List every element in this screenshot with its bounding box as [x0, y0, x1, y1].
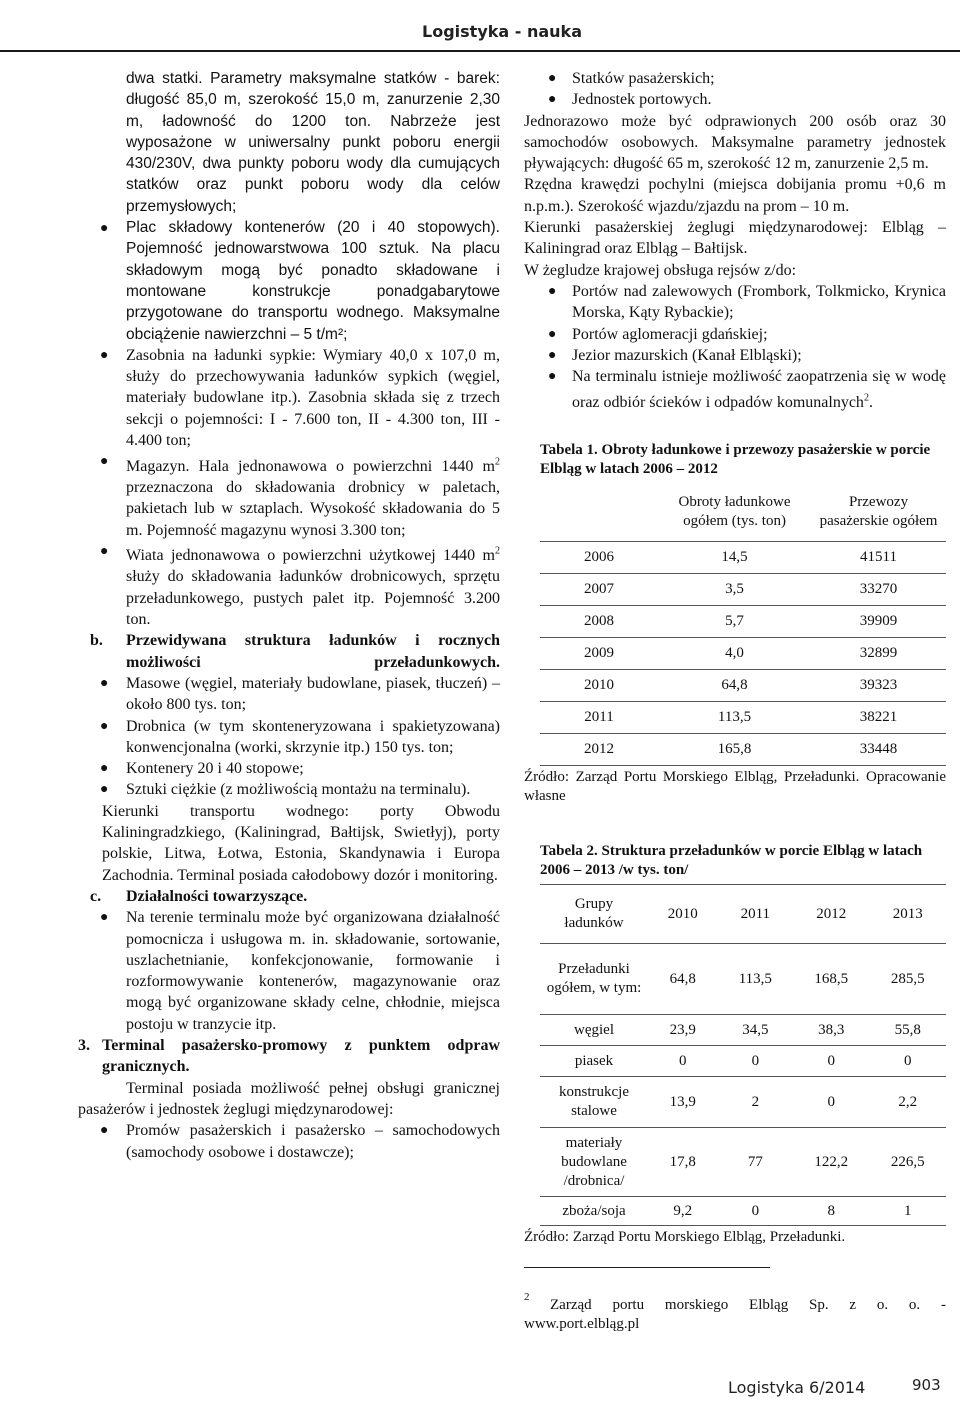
table-row: 2006 14,5 41511	[540, 542, 946, 574]
bullet-text: Drobnica (w tym skonteneryzowana i spakietyzowana) konwencjonalna (worki, skrzynie itp.) 150 tys. ton;	[126, 717, 500, 756]
table-row: piasek 0 0 0 0	[540, 1046, 946, 1077]
table-row: 2007 3,5 33270	[540, 574, 946, 606]
table1-header-cell: Przewozy pasażerskie ogółem	[819, 494, 938, 530]
right-column	[524, 68, 946, 1334]
footnote-url[interactable]: www.port.elbląg.pl	[524, 1316, 640, 1333]
bullet-supply	[524, 366, 946, 413]
bullet-icon: ●	[100, 718, 109, 734]
domestic-paragraph: W żegludze krajowej obsługa rejsów z/do:	[524, 261, 797, 279]
bullet-bulk-cargo	[78, 673, 500, 716]
capacity-paragraph: Jednorazowo może być odprawionych 200 osób oraz 30 samochodów osobowych. Maksymalne parametry jednostek pływających: długość 65 m, szerokość 12 m, zanurzenie 2,5 m.	[524, 112, 946, 173]
table-row: materiały budowlane /drobnica/ 17,8 77 122,2 226,5	[540, 1128, 946, 1197]
table1-header-row	[540, 483, 946, 542]
bullet-text: Magazyn. Hala jednonawowa o powierzchni 1440 $m^2$ przeznaczona do składowania drobnicy w paletach, pakietach lub w sztaplach. Wysokość składowania do 5 m. Pojemność magazynu wynosi 3.300 ton;	[126, 456, 500, 539]
table1-header-empty	[540, 483, 658, 542]
bullet-icon: ●	[100, 543, 109, 559]
bullet-icon: ●	[100, 910, 109, 926]
intro-paragraph: dwa statki. Parametry maksymalne statków - barek: długość 85,0 m, szerokość 15,0 m, zanurzenie 2,30 m, ładowność do 1200 ton. Nabrzeże jest wyposażone w uniwersalny punkt poboru energii 430/230V, dwa punkty poboru wody dla cumujących statków oraz punkt poboru wody dla celów przemysłowych;	[126, 70, 500, 215]
bullet-warehouse	[78, 451, 500, 541]
bullet-icon: ●	[548, 369, 557, 385]
table1	[540, 483, 946, 766]
bullet-icon: ●	[548, 326, 557, 342]
bullet-port-units	[524, 89, 946, 110]
table1-caption: Tabela 1. Obroty ładunkowe i przewozy pasażerskie w porcie Elbląg w latach 2006 – 2012	[540, 442, 931, 478]
bullet-container-yard	[78, 217, 500, 345]
bullet-text: Portów nad zalewowych (Frombork, Tolkmicko, Krynica Morska, Kąty Rybackie);	[572, 282, 946, 322]
bullet-icon: ●	[548, 92, 557, 108]
bullet-text: Na terminalu istnieje możliwość zaopatrzenia się w wodę oraz odbiór ścieków i odpadów komunalnych$^2$.	[572, 368, 946, 411]
table-row: węgiel 23,9 34,5 38,3 55,8	[540, 1015, 946, 1046]
bullet-text: Jezior mazurskich (Kanał Elbląski);	[572, 346, 802, 364]
left-column	[78, 68, 500, 1163]
bullet-icon: ●	[100, 782, 109, 798]
routes-paragraph: Kierunki pasażerskiej żeglugi międzynarodowej: Elbląg – Kaliningrad oraz Elbląg – Bałtijsk.	[524, 219, 946, 258]
table-row: konstrukcje stalowe 13,9 2 0 2,2	[540, 1077, 946, 1128]
bullet-text: Na terenie terminalu może być organizowana działalność pomocnicza i usługowa m. in. składowanie, sortowanie, uszlachetnianie, konfekcjonowanie, formowanie i rozformowywanie kontenerów, magazynowanie oraz mogą być organizowane składy celne, chłodnie, miejsca postoju w tranzycie itp.	[126, 909, 500, 1033]
table1-source: Źródło: Zarząd Portu Morskiego Elbląg, Przeładunki. Opracowanie własne	[524, 769, 946, 805]
table-row: zboża/soja 9,2 0 8 1	[540, 1197, 946, 1226]
table-row: 2009 4,0 32899	[540, 638, 946, 670]
bullet-auxiliary	[78, 907, 500, 1035]
footnote-rule	[524, 1267, 770, 1268]
table-row: 2012 165,8 33448	[540, 734, 946, 766]
bullet-lagoon-ports	[524, 281, 946, 324]
section-heading-b: b. Przewidywana struktura ładunków i rocznych możliwości przeładunkowych.	[90, 632, 500, 671]
bullet-text: Sztuki ciężkie (z możliwością montażu na terminalu).	[126, 781, 471, 799]
footnote	[524, 1291, 946, 1334]
directions-paragraph: Kierunki transportu wodnego: porty Obwodu Kaliningradzkiego, (Kaliningrad, Bałtijsk, Swietłyj), porty polskie, Litwa, Łotwa, Estonia, Skandynawia i Europa Zachodnia. Terminal posiada całodobowy dozór i monitoring.	[102, 802, 500, 884]
bullet-icon: ●	[548, 71, 557, 86]
footnote-text: Zarząd portu morskiego Elbląg Sp. z o. o. -	[550, 1297, 946, 1314]
table2	[540, 884, 946, 1226]
header-rule	[0, 50, 960, 52]
bullet-heavy-cargo	[78, 779, 500, 800]
bullet-text: Statków pasażerskich;	[572, 70, 715, 87]
table-row: Przeładunki ogółem, w tym: 64,8 113,5 168,5 285,5	[540, 944, 946, 1015]
footnote-number: 2	[524, 1291, 530, 1304]
page-number: 903	[912, 1376, 941, 1394]
section-heading-c: c. Działalności towarzyszące.	[90, 887, 308, 905]
running-header: Logistyka - nauka	[422, 22, 582, 41]
ramp-paragraph: Rzędna krawędzi pochylni (miejsca dobijania promu +0,6 m n.p.m.). Szerokość wjazdu/zjazdu na prom – 10 m.	[524, 176, 946, 215]
bullet-ferries	[78, 1120, 500, 1163]
bullet-bulk-storage	[78, 345, 500, 451]
bullet-text: Portów aglomeracji gdańskiej;	[572, 325, 768, 343]
bullet-text: Plac składowy kontenerów (20 i 40 stopowych). Pojemność jednowarstwowa 100 sztuk. Na placu składowym mogą być ponadto składowane i montowane konstrukcje ponadgabarytowe przygotowane do transportu wodnego. Maksymalne obciążenie nawierzchni – 5 t/m²;	[126, 219, 500, 343]
bullet-icon: ●	[100, 219, 109, 236]
bullet-icon: ●	[548, 283, 557, 299]
bullet-icon: ●	[548, 347, 557, 363]
table2-source: Źródło: Zarząd Portu Morskiego Elbląg, Przeładunki.	[524, 1229, 846, 1246]
bullet-text: Zasobnia na ładunki sypkie: Wymiary 40,0 x 107,0 m, służy do przechowywania ładunków sypkich (węgiel, materiały budowlane itp.). Zasobnia składa się z trzech sekcji o pojemności: I - 7.600 ton, II - 4.300 ton, III - 4.400 ton;	[126, 346, 500, 450]
bullet-text: Wiata jednonawowa o powierzchni użytkowej 1440 $m^2$ służy do składowania ładunków drobnicowych, sprzętu przeładunkowego, pustych palet itp. Pojemność 3.200 ton.	[126, 545, 500, 629]
bullet-icon: ●	[100, 454, 109, 470]
table1-header-cell: Obroty ładunkowe ogółem (tys. ton)	[678, 494, 791, 530]
section-heading-3: 3. Terminal pasażersko-promowy z punktem odpraw granicznych.	[78, 1037, 500, 1076]
bullet-general-cargo	[78, 716, 500, 759]
table-row: 2011 113,5 38221	[540, 702, 946, 734]
bullet-icon: ●	[100, 1123, 109, 1139]
bullet-shed	[78, 541, 500, 631]
bullet-gdansk-ports	[524, 324, 946, 345]
bullet-text: Masowe (węgiel, materiały budowlane, piasek, tłuczeń) – około 800 tys. ton;	[126, 674, 500, 714]
table-row: 2010 64,8 39323	[540, 670, 946, 702]
bullet-passenger-ships	[524, 68, 946, 89]
bullet-containers	[78, 758, 500, 779]
journal-brand: Logistyka 6/2014	[728, 1378, 866, 1397]
bullet-text: Jednostek portowych.	[572, 91, 712, 109]
bullet-icon: ●	[100, 761, 109, 777]
table-row: 2008 5,7 39909	[540, 606, 946, 638]
bullet-icon: ●	[100, 347, 109, 363]
terminal-paragraph: Terminal posiada możliwość pełnej obsługi granicznej pasażerów i jednostek żeglugi międzynarodowej:	[78, 1079, 500, 1118]
table2-caption: Tabela 2. Struktura przeładunków w porcie Elbląg w latach 2006 – 2013 /w tys. ton/	[540, 843, 923, 879]
bullet-text: Kontenery 20 i 40 stopowe;	[126, 760, 304, 778]
table2-header-row: Grupy ładunków 2010 2011 2012 2013	[540, 885, 946, 944]
bullet-icon: ●	[100, 675, 109, 691]
bullet-text: Promów pasażerskich i pasażersko – samochodowych (samochody osobowe i dostawcze);	[126, 1122, 500, 1161]
bullet-masurian-lakes	[524, 345, 946, 366]
